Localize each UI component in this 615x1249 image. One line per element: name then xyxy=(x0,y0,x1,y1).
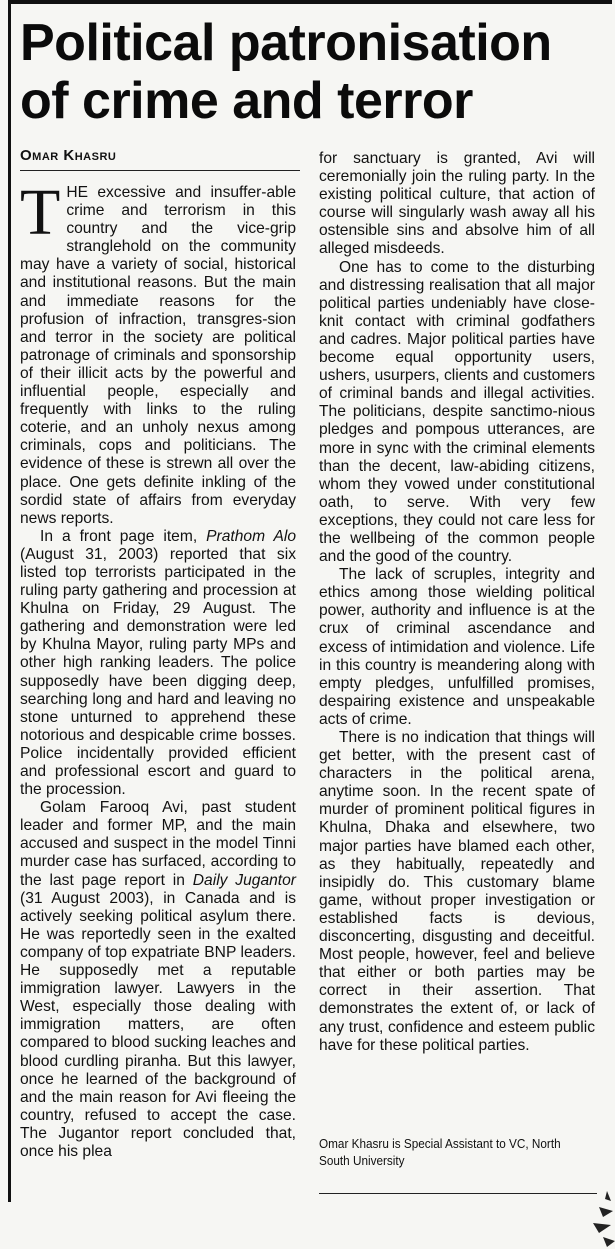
paragraph-3-continued: for sanctuary is granted, Avi will ceremonially join the ruling party. In the existing political culture, that action of course will singularly wash away all his ostensible sins and absolve him of all alleged misdeeds. xyxy=(319,150,595,258)
paragraph-5: The lack of scruples, integrity and ethics among those wielding political power, authority and influence is at the crux of criminal ascendance and excess of intimidation and violence. Life in this country is meandering along with empty pledges, unfulfilled promises, despairing existence and unspeakable acts of crime. xyxy=(319,566,595,728)
paragraph-1-text: HE excessive and insuffer-able crime and terrorism in this country and the vice-grip stranglehold on the community may have a variety of social, historical and institutional reasons. But the main and immediate reasons for the profusion of infraction, transgres-sion and terror in the society are political patronage of criminals and sponsorship of their illicit acts by the powerful and influential people, especially and frequently with links to the ruling coterie, and an unholy nexus among criminals, cops and politicians. The evidence of these is strewn all over the place. One gets definite inkling of the sordid state of affairs from everyday news reports. xyxy=(20,184,296,527)
dropcap: T xyxy=(20,176,61,249)
source-prathom-alo: Prathom Alo xyxy=(206,527,296,545)
source-daily-jugantor: Daily Jugantor xyxy=(192,871,296,889)
column-left xyxy=(20,176,296,1161)
end-rule xyxy=(319,1193,597,1194)
page-corner-decoration xyxy=(589,1187,615,1249)
byline: Omar Khasru xyxy=(20,147,117,164)
paragraph-6: There is no indication that things will get better, with the present cast of characters in the political arena, anytime soon. In the recent spate of murder of prominent political figures in Khulna, Dhaka and elsewhere, two major parties have blamed each other, as they habitually, repeatedly and insipidly do. This customary blame game, without proper investigation or established facts is devious, disconcerting, disgusting and deceitful. Most people, however, feel and believe that either or both parties may be correct in their assertion. That demonstrates the extent of, or lack of any trust, confidence and esteem public have for these political parties. xyxy=(319,729,595,1054)
headline-line-1: Political patronisation xyxy=(20,14,552,72)
author-note: Omar Khasru is Special Assistant to VC, North South University xyxy=(319,1137,561,1168)
headline xyxy=(20,14,615,130)
column-right xyxy=(319,150,595,1055)
paragraph-4: One has to come to the disturbing and distressing realisation that all major political parties undeniably have close-knit contact with criminal godfathers and cadres. Major political parties have become equal opportunity users, ushers, usurpers, clients and customers of criminal bands and illegal activities. The politicians, despite sanctimo-nious pledges and pompous utterances, are more in sync with the criminal elements than the decent, law-abiding citizens, whom they vowed under constitutional oath, to serve. With very few exceptions, they could not care less for the wellbeing of the common people and the good of the country. xyxy=(319,258,595,566)
paragraph-2: In a front page item, Prathom Alo (August 31, 2003) reported that six listed top terrorists participated in the ruling party gathering and procession at Khulna on Friday, 29 August. The gathering and demonstration were led by Khulna Mayor, ruling party MPs and other high ranking leaders. The police supposedly have been digging deep, searching long and hard and leaving no stone unturned to apprehend these notorious and despicable crime bosses. Police incidentally provided efficient and professional escort and guard to the procession. xyxy=(20,527,296,799)
paragraph-3: Golam Farooq Avi, past student leader and former MP, and the main accused and suspect in the model Tinni murder case has surfaced, according to the last page report in Daily Jugantor (31 August 2003), in Canada and is actively seeking political asylum there. He was reportedly seen in the exalted company of top expatriate BNP leaders. He supposedly met a reputable immigration lawyer. Lawyers in the West, especially those dealing with immigration matters, are often compared to blood sucking leaches and blood curdling piranha. But this lawyer, once he learned of the background of and the main reason for Avi fleeing the country, refused to accept the case. The Jugantor report concluded that, once his plea xyxy=(20,799,296,1160)
paragraph-1 xyxy=(20,176,296,528)
top-border-rule xyxy=(8,0,612,4)
left-border-rule xyxy=(8,0,11,1202)
byline-rule xyxy=(20,170,300,171)
headline-line-2: of crime and terror xyxy=(20,72,473,130)
